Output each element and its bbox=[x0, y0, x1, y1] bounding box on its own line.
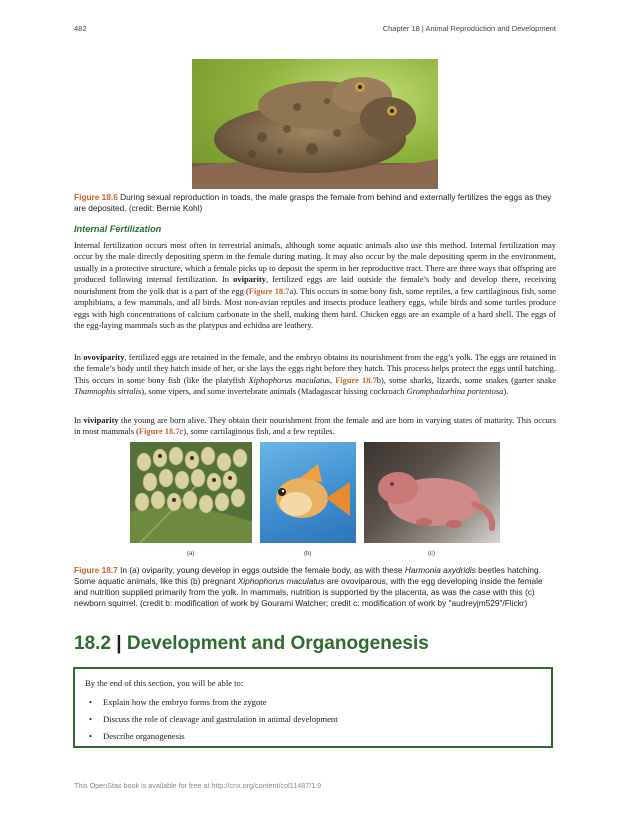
species-harmonia: Harmonia axydridis bbox=[404, 565, 476, 575]
section-title: Development and Organogenesis bbox=[126, 633, 429, 654]
figure-18-7-link[interactable]: Figure 18.7 bbox=[335, 374, 377, 385]
objectives-intro: By the end of this section, you will be able to: bbox=[85, 678, 244, 688]
bullet-icon: • bbox=[89, 714, 93, 724]
newborn-squirrel-illustration bbox=[364, 442, 500, 543]
beetle-eggs-illustration bbox=[130, 442, 252, 543]
panel-label-a: (a) bbox=[187, 551, 195, 557]
section-number: 18.2 bbox=[74, 633, 111, 654]
fig-18-7-caption-c: are ovoviparous, with the egg developing inside the female and nutrition supplied primarily from the yolk. In mammals, nutrition is supported by the placenta, as was the case with this (c) newborn squirrel. (credit b: modification of work by Gourami Watcher; credit c: modification of work by "audreyjm529"/Flickr) bbox=[74, 576, 543, 608]
p2-text-b: , fertilized eggs are retained in the female, and the embryo obtains its nourishment from the egg’s yolk. The eggs are retained in the female’s body until they hatch inside of her, or she lays the eggs right before they hatch. This process helps protect the eggs until hatching. This occurs in some bony fish (like the platyfish bbox=[74, 352, 556, 385]
figure-18-7-link[interactable]: Figure 18.7 bbox=[138, 426, 180, 437]
p3-text-b: the young are born alive. They obtain their nourishment from the female and are born in varying states of maturity. This occurs in most mammals ( bbox=[74, 415, 556, 437]
fig-18-7-caption-b: beetles hatching. Some aquatic animals, like this (b) pregnant bbox=[74, 565, 541, 586]
panel-label-c: (c) bbox=[428, 551, 435, 557]
toad-illustration bbox=[192, 59, 438, 189]
figure-18-7-caption bbox=[74, 565, 556, 609]
figure-18-6-label: Figure 18.6 bbox=[74, 192, 118, 202]
objectives-list bbox=[89, 694, 338, 745]
objective-text: Describe organogenesis bbox=[103, 731, 185, 741]
p1-text-a: Internal fertilization occurs most often in terrestrial animals, although some aquatic animals also use this method. Internal fertilization may occur by the male directly depositing sperm in the female during mating. It may also occur by the male depositing sperm in the environment, usually in a protective structure, which a female picks up to deposit the sperm in her reproductive tract. There are three ways that offspring are produced following internal fertilization. In bbox=[74, 240, 556, 285]
chapter-header: Chapter 18 | Animal Reproduction and Development bbox=[382, 24, 556, 33]
section-heading bbox=[74, 633, 429, 655]
paragraph-viviparity bbox=[74, 415, 556, 438]
p2-text-a: In bbox=[74, 352, 84, 362]
list-item bbox=[89, 694, 338, 711]
paragraph-oviparity bbox=[74, 240, 556, 332]
bullet-icon: • bbox=[89, 697, 93, 707]
page-number: 482 bbox=[74, 24, 87, 33]
species-platyfish: Xiphophorus maculatus bbox=[248, 374, 330, 385]
list-item bbox=[89, 711, 338, 728]
figure-18-7-link[interactable]: Figure 18.7 bbox=[248, 285, 290, 296]
platyfish-illustration bbox=[260, 442, 356, 543]
page-footer: This OpenStax book is available for free at http://cnx.org/content/col11487/1.9 bbox=[74, 781, 322, 790]
figure-18-6-caption bbox=[74, 192, 556, 214]
figure-18-6-caption-text: During sexual reproduction in toads, the male grasps the female from behind and externally fertilizes the eggs as they are deposited. (credit: Bernie Kohl) bbox=[74, 192, 552, 213]
platyfish-photo bbox=[260, 442, 356, 543]
internal-fertilization-heading: Internal Fertilization bbox=[74, 224, 162, 234]
section-separator: | bbox=[110, 633, 127, 654]
term-ovoviparity: ovoviparity bbox=[83, 352, 125, 362]
panel-label-b: (b) bbox=[304, 551, 312, 557]
p3-text-c: c), some cartilaginous fish, and a few reptiles. bbox=[179, 426, 335, 437]
objective-text: Discuss the role of cleavage and gastrulation in animal development bbox=[103, 714, 338, 724]
species-garter-snake: Thamnophis sirtalis bbox=[74, 386, 142, 397]
species-cockroach: Gromphadorhina portentosa bbox=[406, 386, 504, 397]
p1-text-b: , fertilized eggs are laid outside the female’s body and develop there, receiving nourishment from the yolk that is a part of the egg ( bbox=[74, 274, 556, 296]
p2-text-e: ). bbox=[503, 386, 509, 397]
p2-comma: , bbox=[329, 374, 336, 385]
species-xiphophorus: Xiphophorus maculatus bbox=[237, 576, 325, 586]
p3-text-a: In bbox=[74, 415, 84, 425]
learning-objectives-box bbox=[73, 667, 553, 748]
list-item bbox=[89, 728, 338, 745]
objective-text: Explain how the embryo forms from the zygote bbox=[103, 697, 267, 707]
toad-mating-photo bbox=[192, 59, 438, 189]
term-oviparity: oviparity bbox=[233, 274, 266, 285]
beetle-eggs-photo bbox=[130, 442, 252, 543]
newborn-squirrel-photo bbox=[364, 442, 500, 543]
p2-text-d: ), some vipers, and some invertebrate animals (Madagascar hissing cockroach bbox=[141, 386, 407, 397]
fig-18-7-caption-a: In (a) oviparity, young develop in eggs outside the female body, as with these bbox=[117, 565, 405, 575]
paragraph-ovoviparity bbox=[74, 352, 556, 398]
p1-text-c: a). This occurs in some bony fish, some reptiles, a few cartilaginous fish, some amphibians, a few mammals, and all birds. Most non-avian reptiles and insects produce leathery eggs, while birds and some turtles produce eggs with high concentrations of calcium carbonate in the shell, making them hard. Chicken eggs are an example of a hard shell. The eggs of the egg-laying mammals such as the platypus and echidna are leathery. bbox=[74, 285, 556, 331]
p2-text-c: b), some sharks, lizards, some snakes (garter snake bbox=[376, 374, 556, 385]
bullet-icon: • bbox=[89, 731, 93, 741]
figure-18-7-label: Figure 18.7 bbox=[74, 565, 118, 575]
term-viviparity: viviparity bbox=[83, 415, 119, 425]
